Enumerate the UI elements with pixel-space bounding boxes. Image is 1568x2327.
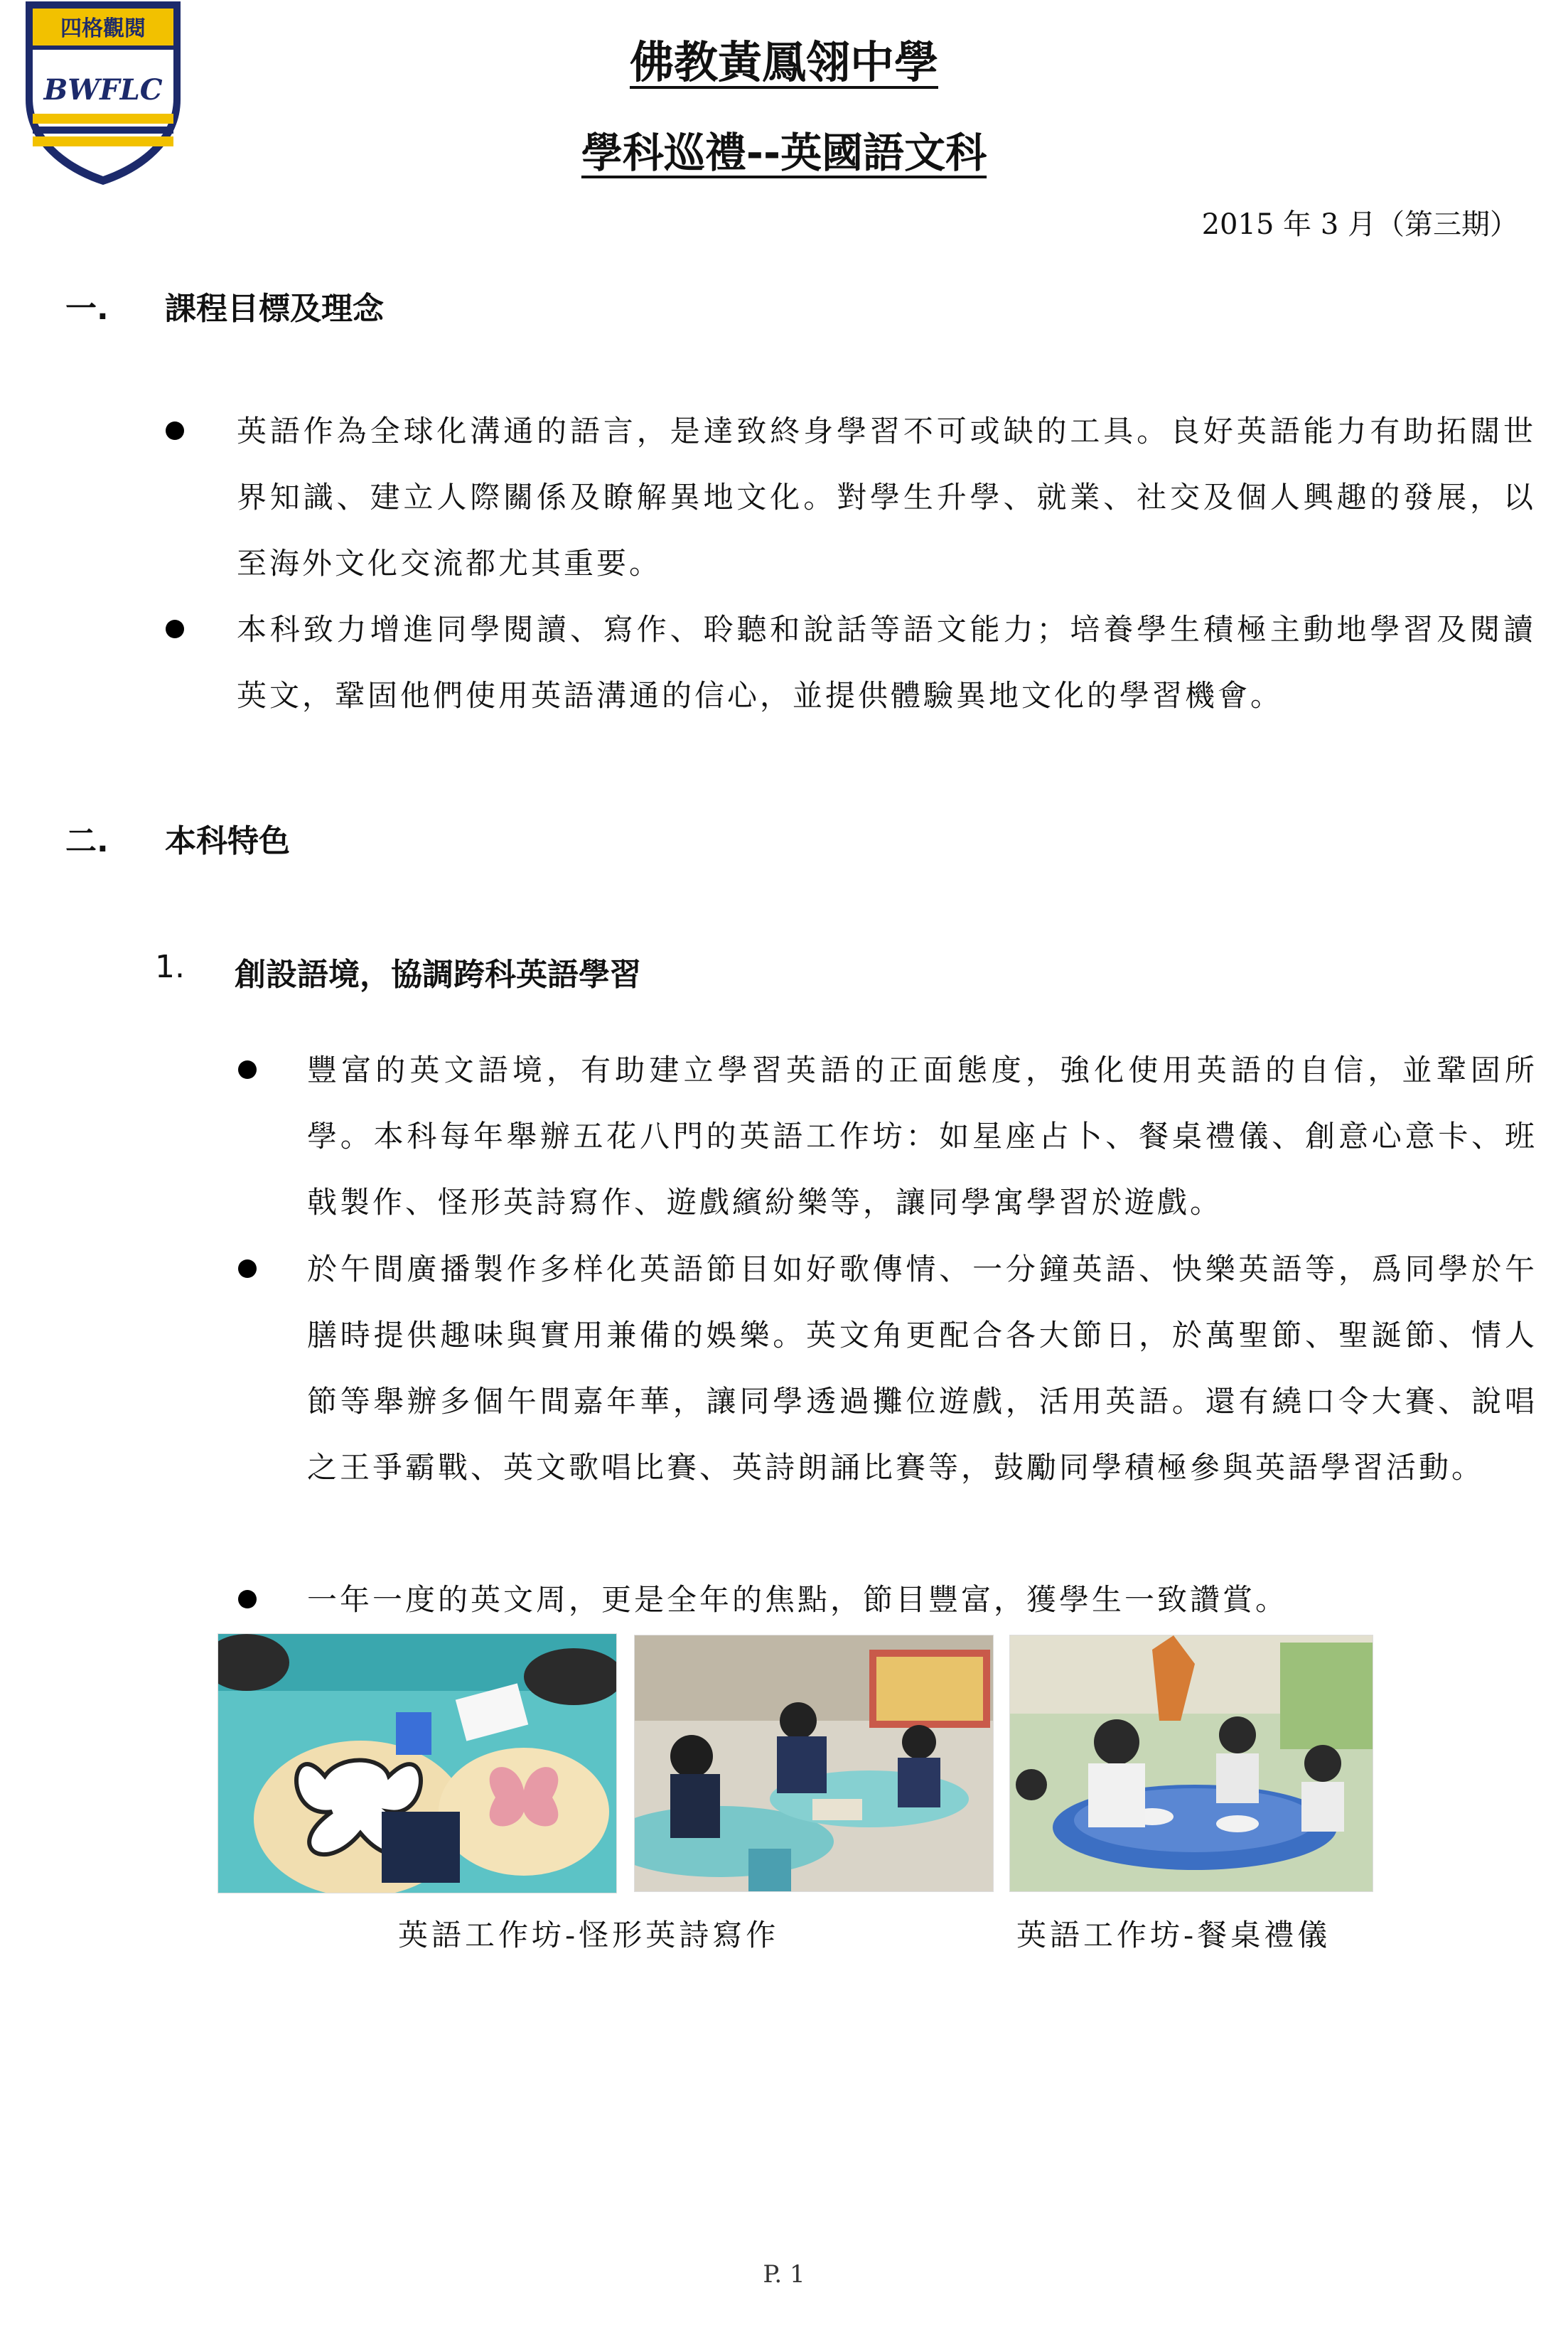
section1-bullet-2: 本科致力增進同學閱讀、寫作、聆聽和說話等語文能力；培養學生積極主動地學習及閱讀英文，鞏固他們使用英語溝通的信心，並提供體驗異地文化的學習機會。 xyxy=(237,612,1536,713)
section1-bullet-1: 英語作為全球化溝通的語言，是達致終身學習不可或缺的工具。良好英語能力有助拓闊世界知識、建立人際關係及瞭解異地文化。對學生升學、就業、社交及個人興趣的發展，以至海外文化交流都尤其重要。 xyxy=(237,414,1536,581)
bullet-icon xyxy=(166,421,184,440)
section2-number: 二. xyxy=(65,823,109,859)
issue-date: 2015 年 3 月（第三期） xyxy=(1201,208,1518,241)
photo-caption-2: 英語工作坊-餐桌禮儀 xyxy=(1016,1918,1331,1952)
photo-table-manners xyxy=(1009,1635,1373,1892)
bullet-icon xyxy=(238,1060,257,1079)
bullet-icon xyxy=(238,1259,257,1278)
section2-bullet-2: 於午間廣播製作多样化英語節目如好歌傳情、一分鐘英語、快樂英語等，爲同學於午膳時提供趣味與實用兼備的娛樂。英文角更配合各大節日，於萬聖節、聖誕節、情人節等舉辦多個午間嘉年華，讓同學透過攤位遊戲，活用英語。還有繞口令大賽、說唱之王爭霸戰、英文歌唱比賽、英詩朗誦比賽等，鼓勵同學積極參與英語學習活動。 xyxy=(307,1252,1537,1485)
school-name: 佛教黃鳳翎中學 xyxy=(629,36,938,88)
page-title: 學科巡禮--英國語文科 xyxy=(581,129,987,177)
section1-title: 課程目標及理念 xyxy=(165,291,384,327)
photo-classroom xyxy=(634,1635,994,1892)
section2-bullet-1: 豐富的英文語境，有助建立學習英語的正面態度，強化使用英語的自信，並鞏固所學。本科每年舉辦五花八門的英語工作坊：如星座占卜、餐桌禮儀、創意心意卡、班戟製作、怪形英詩寫作、遊戲繽紛樂等，讓同學寓學習於遊戲。 xyxy=(307,1053,1537,1220)
svg-text:四格觀閱: 四格觀閱 xyxy=(60,16,146,41)
subsection-title: 創設語境，協調跨科英語學習 xyxy=(235,957,641,993)
subsection-number: 1. xyxy=(155,949,185,985)
bullet-icon xyxy=(238,1590,257,1608)
bullet-icon xyxy=(166,620,184,638)
photo-caption-1: 英語工作坊-怪形英詩寫作 xyxy=(398,1918,780,1952)
photo-poem-writing xyxy=(218,1633,617,1893)
svg-text:BWFLC: BWFLC xyxy=(43,73,163,107)
section2-title: 本科特色 xyxy=(165,823,290,859)
page-number: P. 1 xyxy=(763,2260,805,2289)
section1-number: 一. xyxy=(65,291,109,327)
section2-bullet-3: 一年一度的英文周，更是全年的焦點，節目豐富，獲學生一致讚賞。 xyxy=(307,1582,1289,1617)
